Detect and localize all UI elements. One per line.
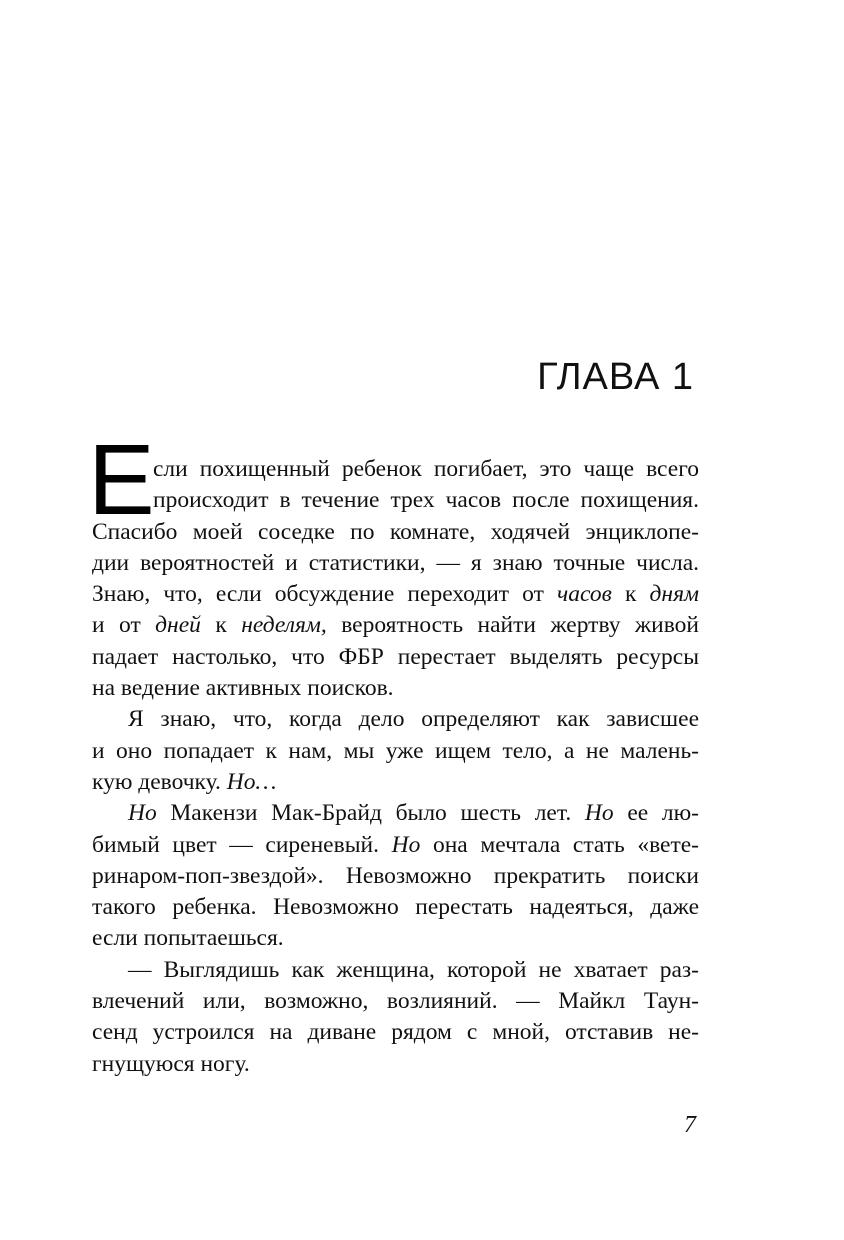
text-line: Я знаю, что, когда дело определяют как зависшее xyxy=(128,706,699,733)
text-line: Но Макензи Мак-Брайд было шесть лет. Но ее лю- xyxy=(128,800,699,827)
drop-cap: Е xyxy=(88,424,155,536)
text-line: бимый цвет — сиреневый. Но она мечтала стать «вете- xyxy=(92,831,699,858)
chapter-title: ГЛАВА 1 xyxy=(537,356,694,398)
text-line: на ведение активных поисков. xyxy=(92,675,394,702)
text-line: дии вероятностей и статистики, — я знаю точные числа. xyxy=(92,549,699,576)
body-text xyxy=(88,424,699,1080)
page-number: 7 xyxy=(684,1112,696,1138)
text-line: гнущуюся ногу. xyxy=(92,1050,250,1077)
text-line: влечений или, возможно, возлияний. — Майкл Таун- xyxy=(92,988,699,1015)
text-line: сенд устроился на диване рядом с мной, отставив не- xyxy=(92,1019,699,1046)
text-line: и оно попадает к нам, мы уже ищем тело, а не малень- xyxy=(92,737,699,764)
text-line: падает настолько, что ФБР перестает выделять ресурсы xyxy=(92,643,699,670)
text-line: сли похищенный ребенок погибает, это чаще всего xyxy=(153,456,699,482)
text-line: кую девочку. Но… xyxy=(92,768,277,795)
text-line: происходит в течение трех часов после похищения. xyxy=(153,487,699,514)
text-line: Спасибо моей соседке по комнате, ходячей энциклопе- xyxy=(92,518,699,545)
text-line: и от дней к неделям, вероятность найти жертву живой xyxy=(92,612,699,639)
text-line: — Выглядишь как женщина, которой не хватает раз- xyxy=(128,956,699,983)
text-line: такого ребенка. Невозможно перестать надеяться, даже xyxy=(92,894,699,921)
text-line: ринаром-поп-звездой». Невозможно прекратить поиски xyxy=(92,862,699,889)
text-line: если попытаешься. xyxy=(92,925,284,952)
text-line: Знаю, что, если обсуждение переходит от часов к дням xyxy=(92,581,699,608)
